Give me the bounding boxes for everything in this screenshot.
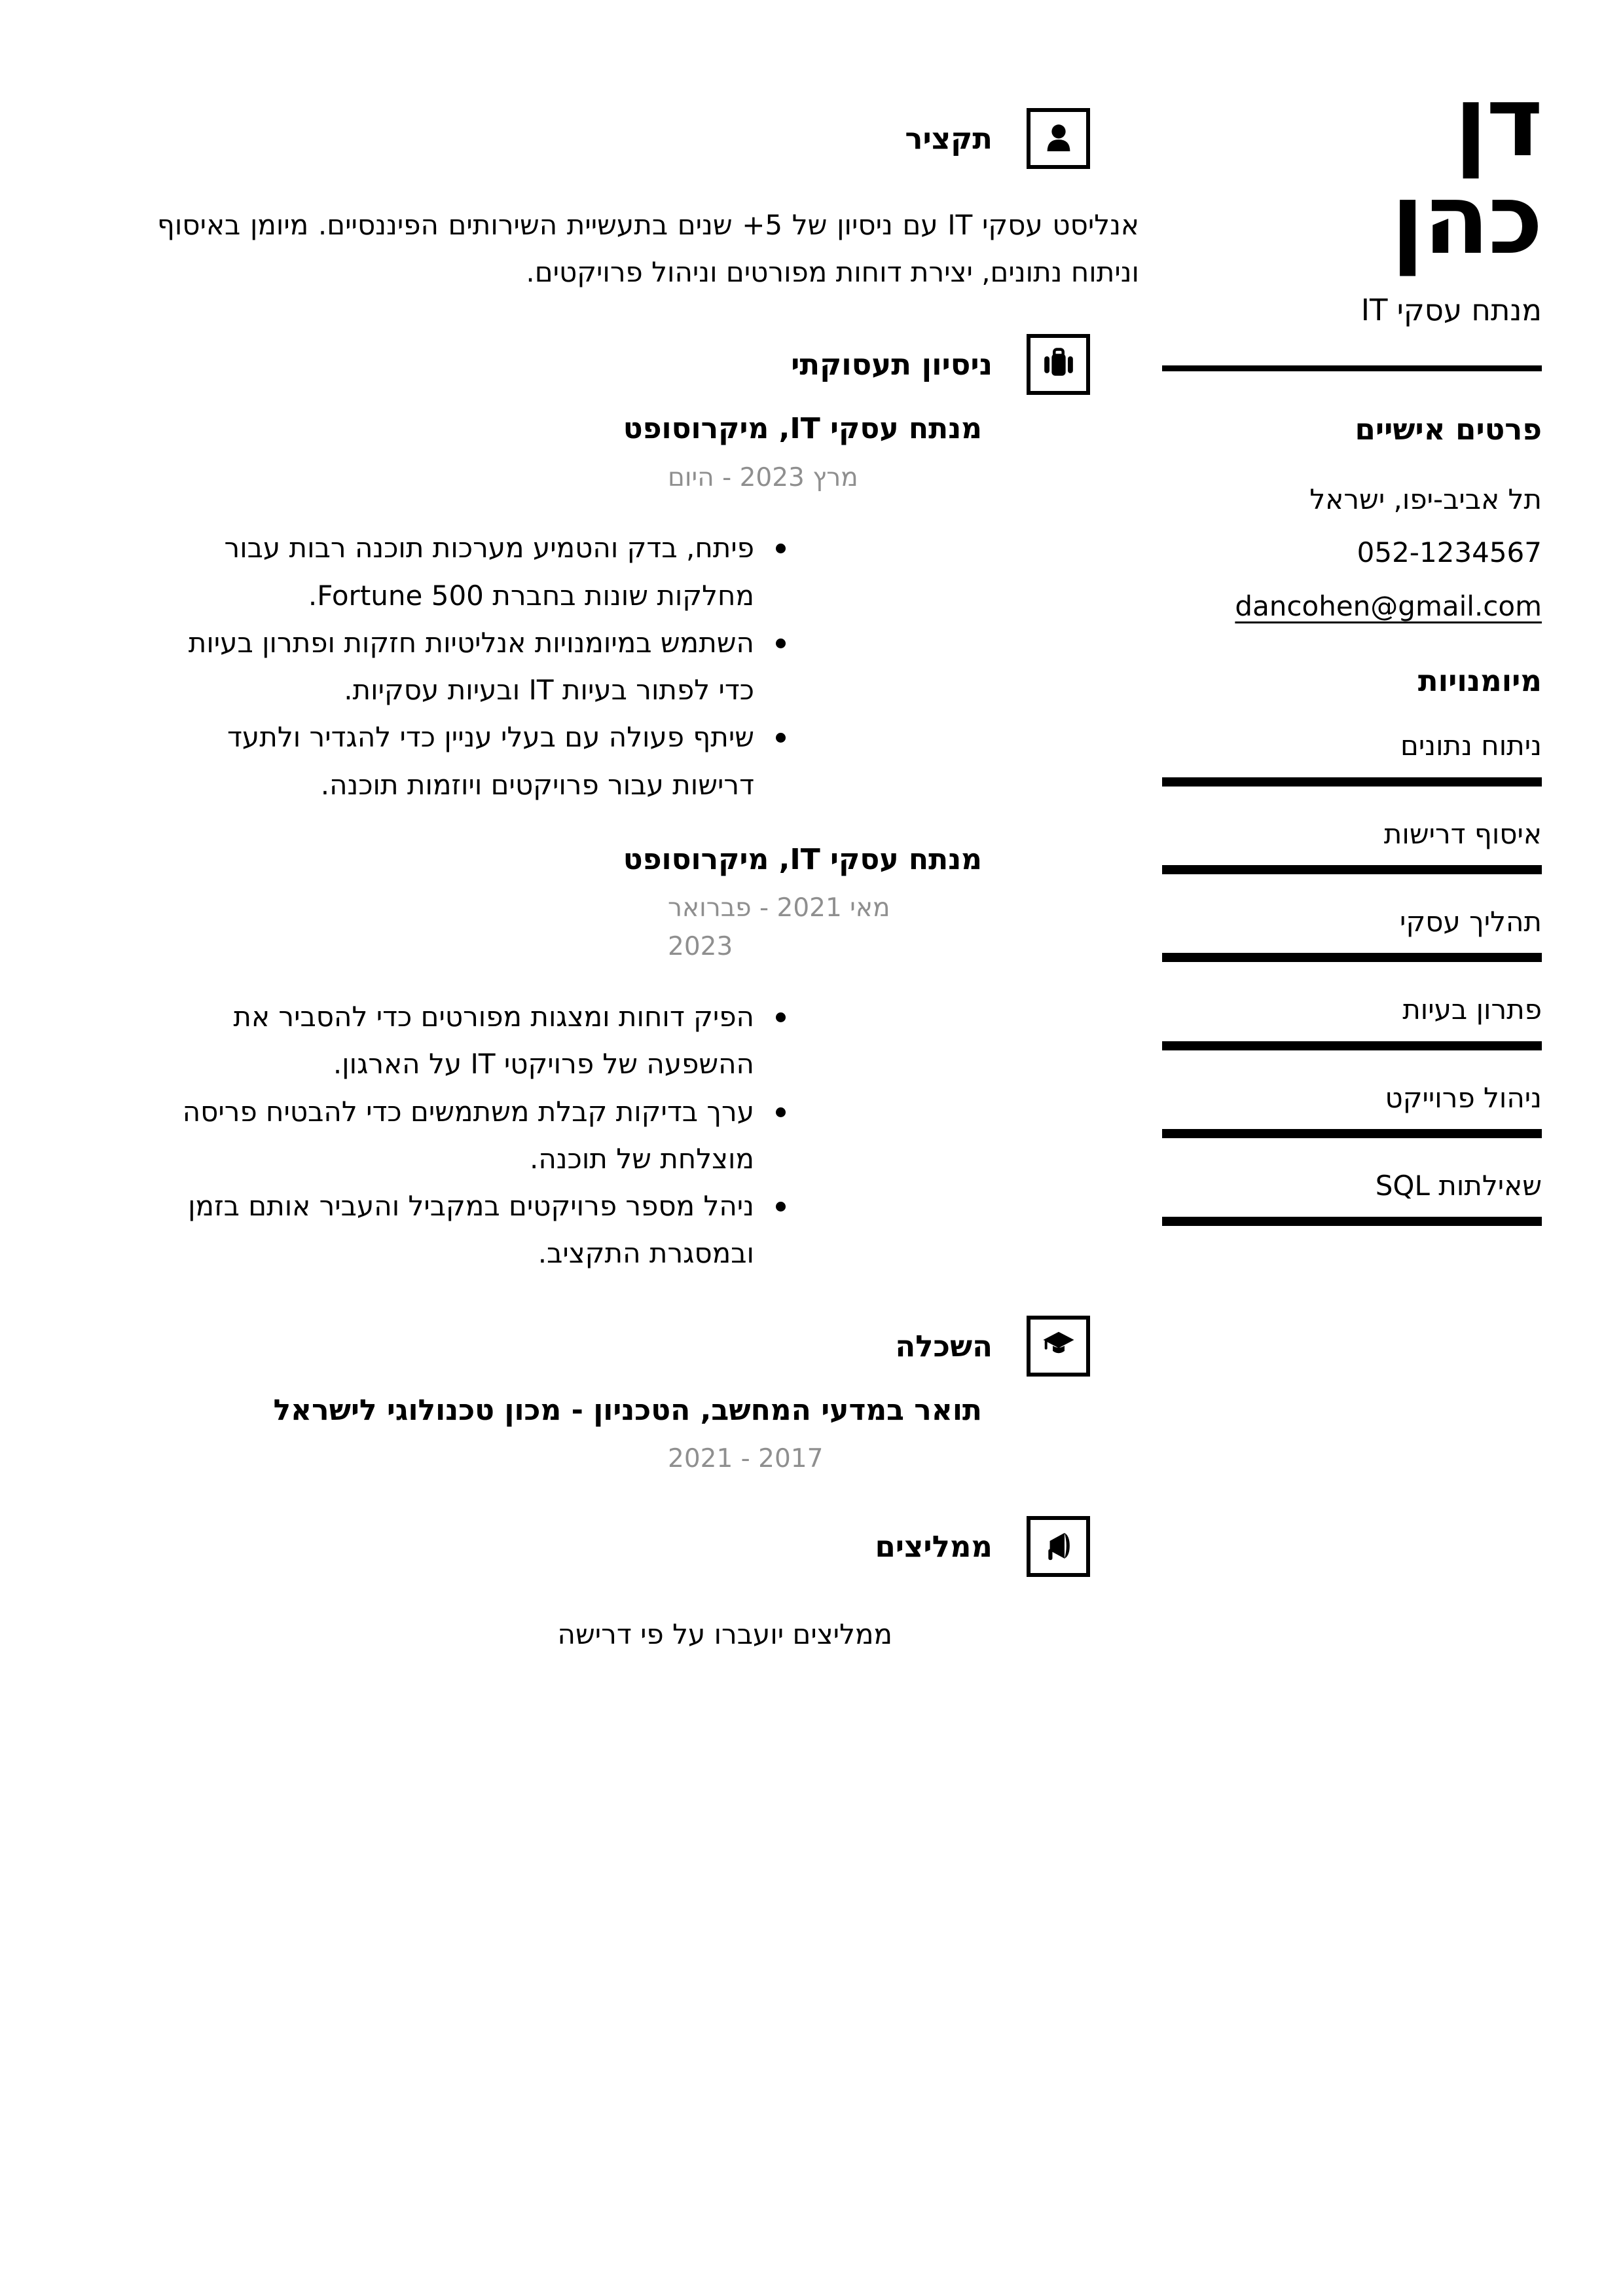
- contact-block: [1162, 483, 1542, 623]
- job-bullet: השתמש במיומנויות אנליטיות חזקות ופתרון בעיות כדי לפתור בעיות IT ובעיות עסקיות.: [157, 620, 786, 714]
- experience-heading: ניסיון תעסוקתי: [791, 347, 993, 382]
- job-dates: מרץ 2023 - היום: [668, 462, 858, 492]
- first-name: דן: [1454, 65, 1542, 178]
- skill-label: תהליך עסקי: [1400, 905, 1542, 938]
- skill-item: [1162, 1170, 1542, 1226]
- email-link[interactable]: dancohen@gmail.com: [1235, 589, 1542, 622]
- briefcase-icon: [1027, 334, 1090, 395]
- personal-details-heading: פרטים אישיים: [1355, 411, 1542, 447]
- person-name: [1162, 65, 1542, 276]
- job-title: מנתח עסקי IT, מיקרוסופט: [623, 412, 982, 446]
- summary-heading: תקציר: [905, 121, 993, 156]
- skill-item: [1162, 818, 1542, 874]
- graduation-cap-icon: [1027, 1316, 1090, 1377]
- location-text: תל אביב-יפו, ישראל: [1309, 483, 1542, 515]
- job-bullet: ניהל מספר פרויקטים במקביל והעביר אותם בזמן ובמסגרת התקציב.: [157, 1183, 786, 1277]
- job-bullet: שיתף פעולה עם בעלי עניין כדי להגדיר ולתעד דרישות עבור פרויקטים ויוזמות תוכנה.: [157, 714, 786, 808]
- sidebar: [1162, 0, 1542, 2296]
- skill-level-bar: [1162, 1217, 1542, 1226]
- skill-level-bar: [1162, 1041, 1542, 1050]
- skill-item: [1162, 1082, 1542, 1138]
- job-bullet: פיתח, בדק והטמיע מערכות תוכנה רבות עבור מחלקות שונות בחברת Fortune 500.: [157, 525, 786, 619]
- job-bullet-list: [157, 993, 982, 1277]
- skills-section: [1162, 663, 1542, 1226]
- job-bullet: הפיק דוחות ומצגות מפורטים כדי להסביר את ההשפעה של פרויקטי IT על הארגון.: [157, 993, 786, 1088]
- references-section: [157, 1516, 1139, 1658]
- main-column: [157, 0, 1139, 2296]
- education-entry: [157, 1391, 1139, 1479]
- education-heading: השכלה: [895, 1328, 993, 1363]
- job-bullet: ערך בדיקות קבלת משתמשים כדי להבטיח פריסה מוצלחת של תוכנה.: [157, 1088, 786, 1183]
- job-dates: מאי 2021 - פברואר 2023: [668, 893, 890, 961]
- header-divider: [1162, 365, 1542, 371]
- skill-label: פתרון בעיות: [1402, 993, 1542, 1026]
- phone-text: 052-1234567: [1357, 536, 1542, 569]
- skill-item: [1162, 730, 1542, 786]
- references-text: ממליצים יועברו על פי דרישה: [557, 1618, 892, 1651]
- person-icon: [1027, 108, 1090, 169]
- degree-title: תואר במדעי המחשב, הטכניון - מכון טכנולוגי לישראל: [273, 1393, 982, 1427]
- skill-item: [1162, 906, 1542, 962]
- skills-heading: מיומנויות: [1417, 663, 1542, 699]
- skill-item: [1162, 993, 1542, 1050]
- skill-level-bar: [1162, 865, 1542, 874]
- experience-entry: [157, 840, 1139, 1278]
- references-heading: ממליצים: [875, 1529, 993, 1565]
- skill-label: שאילתות SQL: [1375, 1170, 1542, 1202]
- job-title: מנתח עסקי IT, מיקרוסופט: [623, 842, 982, 876]
- skill-level-bar: [1162, 953, 1542, 962]
- job-bullet-list: [157, 525, 982, 808]
- summary-text: אנליסט עסקי IT עם ניסיון של 5+ שנים בתעשיית השירותים הפיננסיים. מיומן באיסוף וניתוח נתונים, יצירת דוחות מפורטים וניהול פרויקטים.: [157, 209, 1139, 289]
- skill-level-bar: [1162, 777, 1542, 787]
- skill-level-bar: [1162, 1129, 1542, 1138]
- megaphone-icon: [1027, 1516, 1090, 1577]
- experience-section: [157, 334, 1139, 1277]
- experience-entry: [157, 409, 1139, 808]
- education-dates: 2017 - 2021: [668, 1443, 824, 1473]
- summary-section: [157, 108, 1139, 296]
- skill-label: איסוף דרישות: [1383, 817, 1542, 850]
- skill-label: ניהול פרוייקט: [1385, 1081, 1542, 1114]
- last-name: כהן: [1391, 163, 1542, 276]
- person-job-title: מנתח עסקי IT: [1360, 292, 1542, 327]
- skill-label: ניתוח נתונים: [1400, 730, 1542, 762]
- education-section: [157, 1316, 1139, 1479]
